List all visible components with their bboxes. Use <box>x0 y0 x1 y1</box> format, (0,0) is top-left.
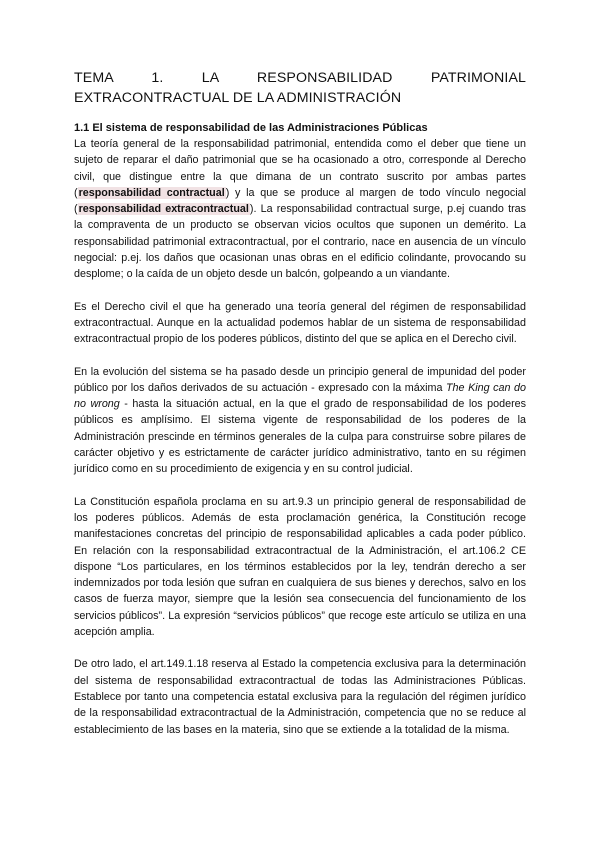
paragraph-1 <box>74 136 526 283</box>
paragraph-1-text-c: ). La responsabilidad contractual surge, p.ej cuando tras la compraventa de un producto se observan vicios ocultos que suponen un demérito. La responsabilidad patrimonial extracontractual, por el contrario, nace en ausencia de un vínculo negocial: p.ej. los daños que ocasionan unas obras en el edificio colindante, provocando su desplome; o la caída de un objeto desde un balcón, golpeando a un viandante. <box>74 203 526 281</box>
paragraph-4: La Constitución española proclama en su art.9.3 un principio general de responsabilidad de los poderes públicos. Además de esta proclamación genérica, la Constitución recoge manifestaciones concretas del principio de responsabilidad aplicables a cada poder público. En relación con la responsabilidad extracontractual de la Administración, el art.106.2 CE dispone “Los particulares, en los términos establecidos por la ley, tendrán derecho a ser indemnizados por toda lesión que sufran en cualquiera de sus bienes y derechos, salvo en los casos de fuerza mayor, siempre que la lesión sea consecuencia del funcionamiento de los servicios públicos”. La expresión “servicios públicos” que recoge este artículo se utiliza en una acepción amplia. <box>74 495 526 639</box>
section-heading: 1.1 El sistema de responsabilidad de las Administraciones Públicas <box>74 122 428 134</box>
paragraph-5: De otro lado, el art.149.1.18 reserva al Estado la competencia exclusiva para la determinación del sistema de responsabilidad extracontractual de todas las Administraciones Públicas. Establece por tanto una competencia estatal exclusiva para la regulación del régimen jurídico de la responsabilidad extracontractual de la Administración, competencia que no se reduce al establecimiento de las bases en la materia, sino que se extiende a la totalidad de la misma. <box>74 658 526 736</box>
paragraph-1-text-b: ) y la que se produce al margen de todo vínculo negocial ( <box>74 186 526 216</box>
paragraph-3-text-a: En la evolución del sistema se ha pasado desde un principio general de impunidad del poder público por los daños derivados de su actuación - expresado con la máxima <box>74 365 526 394</box>
highlight-extracontractual: responsabilidad extracontractual <box>78 203 249 216</box>
document-title-line-2: EXTRACONTRACTUAL DE LA ADMINISTRACIÓN <box>74 90 402 106</box>
highlight-contractual: responsabilidad contractual <box>78 186 225 199</box>
king-maxim: The King can do no wrong <box>74 381 526 411</box>
paragraph-3-text-b: - hasta la situación actual, en la que el grado de responsabilidad de los poderes públicos es amplísimo. El sistema vigente de responsabilidad de los poderes de la Administración prescinde en términos generales de la culpa para construirse sobre pilares de carácter objetivo y es estrictamente de carácter jurídico administrativo, tanto en su régimen jurídico como en su procedimiento de exigencia y en su control judicial. <box>74 398 526 476</box>
paragraph-1-text-a: La teoría general de la responsabilidad patrimonial, entendida como el deber que tiene un sujeto de reparar el daño patrimonial que se ha ocasionado a otro, corresponde al Derecho civil, que distingue entre la que dimana de un contrato suscrito por ambas partes ( <box>74 138 526 199</box>
document-title-line-1: TEMA 1. LA RESPONSABILIDAD PATRIMONIAL <box>74 70 526 86</box>
paragraph-2: Es el Derecho civil el que ha generado una teoría general del régimen de responsabilidad extracontractual. Aunque en la actualidad podemos hablar de un sistema de responsabilidad extracontractual propio de los poderes públicos, distinto del que se aplica en el Derecho civil. <box>74 300 526 346</box>
paragraph-3 <box>74 364 526 478</box>
